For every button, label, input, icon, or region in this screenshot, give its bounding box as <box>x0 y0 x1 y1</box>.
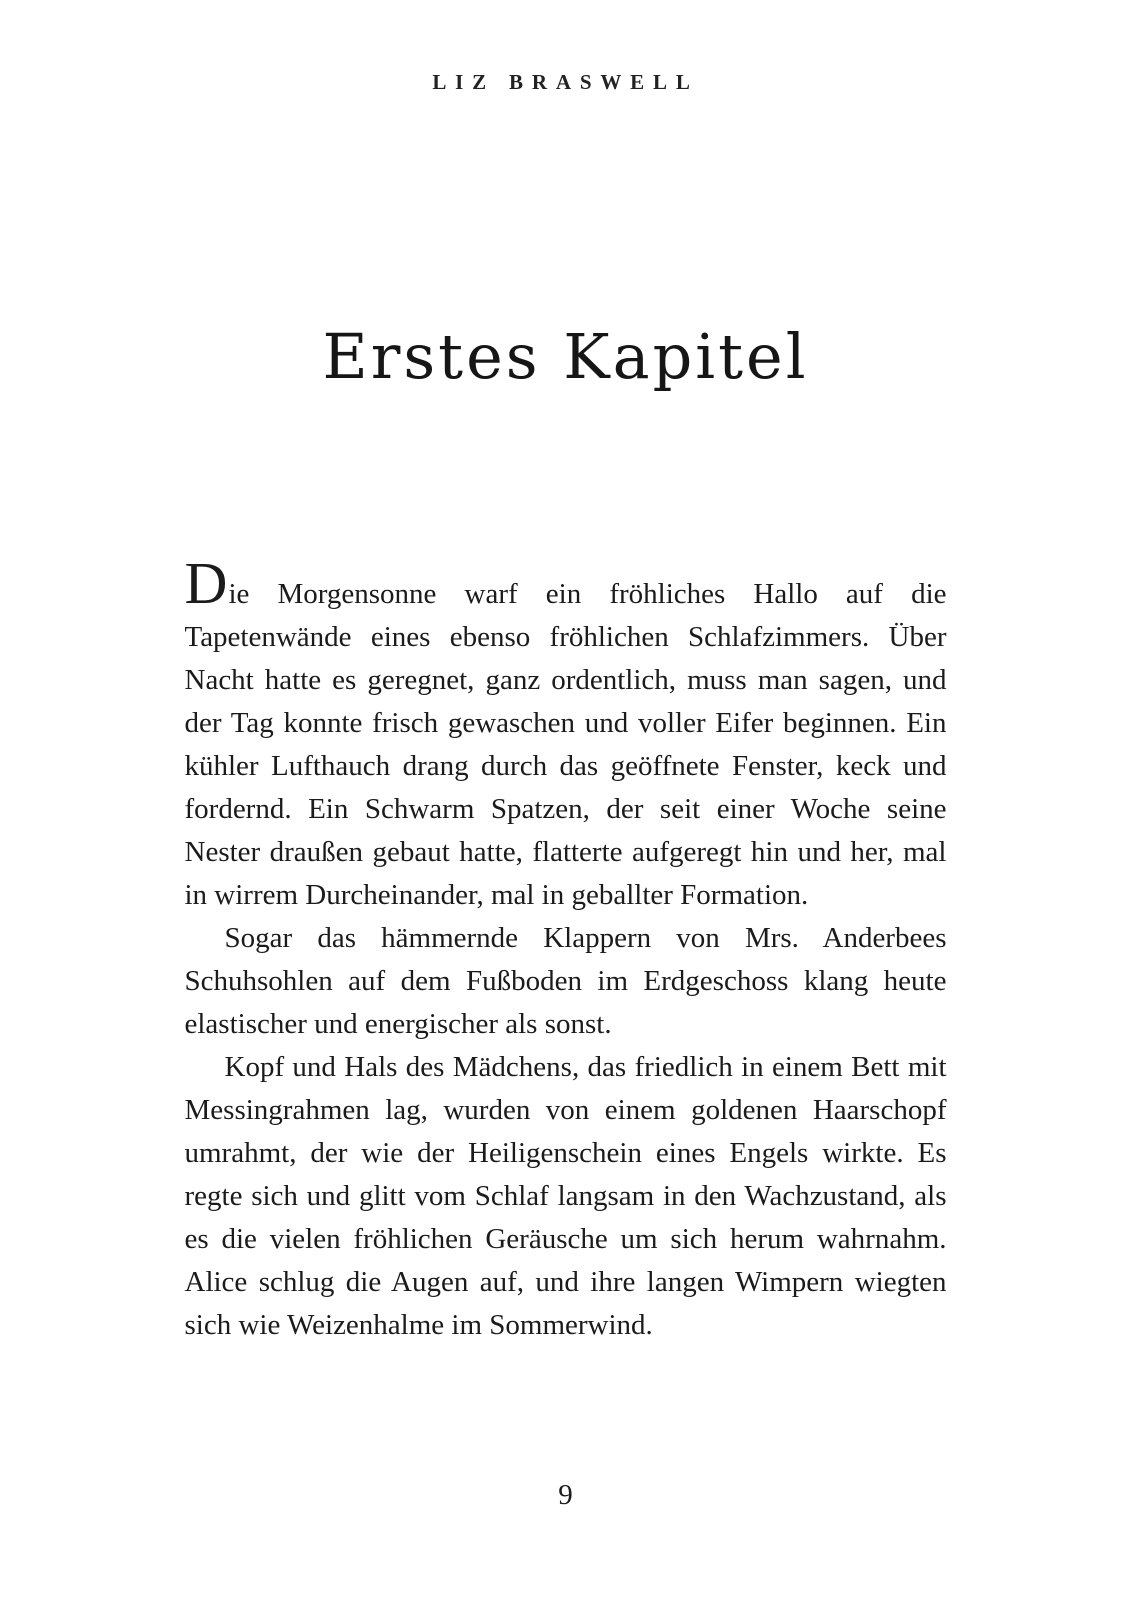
chapter-title: Erstes Kapitel <box>322 320 809 393</box>
paragraph-2: Sogar das hämmernde Klappern von Mrs. Anderbees Schuhsohlen auf dem Fußboden im Erdgeschoss klang heute elastischer und energischer als sonst. <box>184 922 947 1040</box>
paragraph-3: Kopf und Hals des Mädchens, das friedlich in einem Bett mit Messingrahmen lag, wurden von einem goldenen Haarschopf umrahmt, der wie der Heiligenschein eines Engels wirkte. Es regte sich und glitt vom Schlaf langsam in den Wachzustand, als es die vielen fröhlichen Geräusche um sich herum wahrnahm. Alice schlug die Augen auf, und ihre langen Wimpern wiegten sich wie Weizenhalme im Sommerwind. <box>184 1051 947 1341</box>
body-text <box>184 550 947 1347</box>
paragraph-1-text: ie Morgensonne warf ein fröhliches Hallo auf die Tapetenwände eines ebenso fröhlichen Schlafzimmers. Über Nacht hatte es geregnet, ganz ordentlich, muss man sagen, und der Tag konnte frisch gewaschen und voller Eifer beginnen. Ein kühler Lufthauch drang durch das geöffnete Fenster, keck und fordernd. Ein Schwarm Spatzen, der seit einer Woche seine Nester draußen gebaut hatte, flatterte aufgeregt hin und her, mal in wirrem Durcheinander, mal in geballter Formation. <box>184 578 947 911</box>
running-header: LIZ BRASWELL <box>432 70 699 94</box>
page-number: 9 <box>558 1479 573 1511</box>
paragraph-1 <box>184 550 947 917</box>
raised-cap: D <box>184 550 229 616</box>
